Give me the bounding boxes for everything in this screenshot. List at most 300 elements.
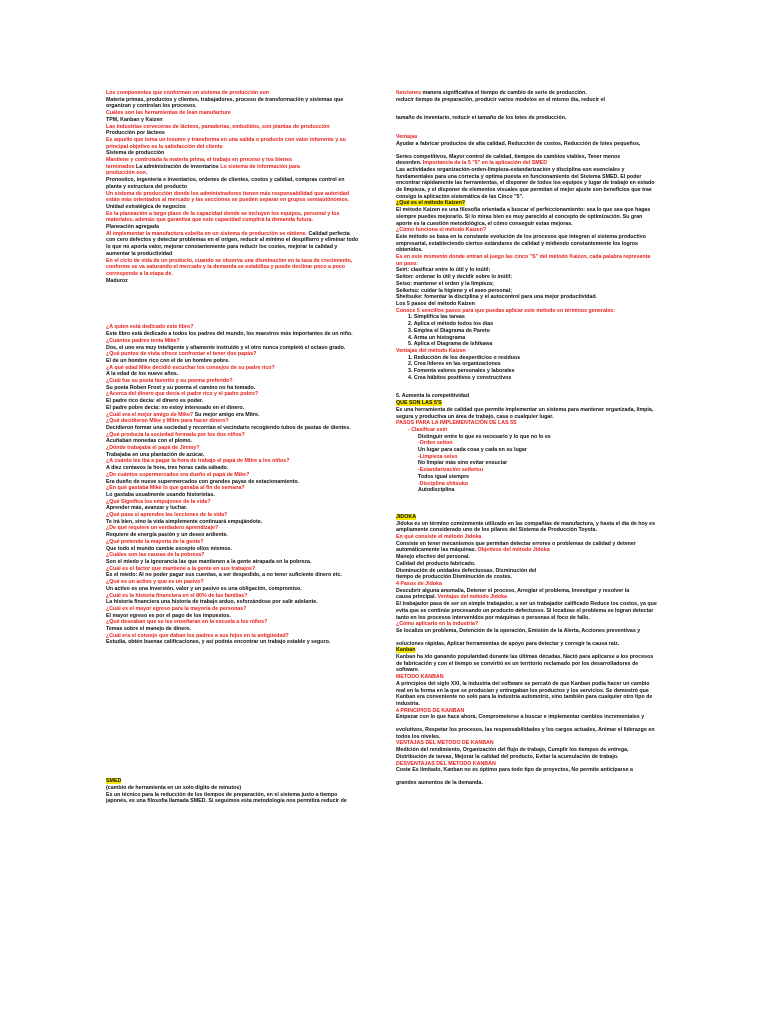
body-text: Las actividades organización-orden-limpieza-estandarización y disciplina son esenciales y fundamentales para una correcta y optima puesta en funcionamiento del Sistema SMED. El poder encontrar rápidamente las herramientas, el disponer de todos los equipos y lugar de trabajo en estado de limpieza, y el disponer de elementos visuales que permitan el mejor ajuste son beneficios que trae consigo la aplicación sistemática de las Cinco "5". <box>396 166 655 200</box>
question-heading: ¿Acerca del dinero que decía el padre rico y el padre pobre? <box>106 391 259 398</box>
question-heading: ¿Cómo aplicarlo en la industria? <box>396 621 479 628</box>
question-heading: -Orden seiton <box>418 440 453 447</box>
body-text: TPM, Kanban y Kaizen <box>106 116 163 123</box>
text-line <box>106 639 360 646</box>
text-line <box>396 747 658 760</box>
text-line <box>106 258 360 278</box>
text-line <box>396 288 658 295</box>
text-line <box>396 420 658 427</box>
body-text: Te irá bien, sino la vida simplemente continuará empujándote. <box>106 518 263 525</box>
body-text: A principios del siglo XXI, la industria del software se percató de que Kanban podía hacer un cambio real en la forma en la que se producían y entregaban los productos y los servicios. Se demostró que Kanban era conveniente no solo para la industria automotriz, sino también para cualquier otro tipo de industria. <box>396 680 653 707</box>
text-line <box>106 90 360 97</box>
question-heading: ¿Cuáles son las causas de la pobreza? <box>106 552 205 559</box>
section-heading: SMED <box>106 778 122 785</box>
body-text: Es una herramienta de calidad que permite implementar un sistema para mantener organizada, limpia, segura y productiva un área de trabajo, casa o cualquier lugar. <box>396 406 654 420</box>
body-text: evolutivos, Respetar los procesos, las responsabilidades y los cargos actuales, Animar el liderazgo en todos los niveles. <box>396 727 655 740</box>
text-line <box>106 452 360 459</box>
text-run: Lo sistema de información para <box>220 163 300 170</box>
text-line <box>396 134 658 141</box>
spacer <box>106 304 360 324</box>
question-heading: ¿Cuál es el factor que mantiene a la gente en sus trabajos? <box>106 565 256 572</box>
text-line <box>396 454 658 461</box>
text-line <box>106 792 360 805</box>
spacer <box>396 381 658 393</box>
text-line <box>396 227 658 234</box>
text-line <box>106 572 360 579</box>
body-text: Requiere de energía pasión y un deseo ardiente. <box>106 532 228 539</box>
text-line <box>396 90 658 97</box>
text-line <box>106 117 360 124</box>
text-line <box>106 458 360 465</box>
text-line <box>396 115 658 122</box>
text-line <box>106 778 360 785</box>
body-text: Un activo es una inversión, valor y un pasivo es una obligación, compromiso. <box>106 585 302 592</box>
text-line <box>106 351 360 358</box>
text-line <box>106 613 360 620</box>
body-text: 2. Crea líderes en las organizaciones <box>408 361 501 368</box>
body-text: Un lugar para cada cosa y cada en su lugar <box>418 447 527 454</box>
text-run: Calidad perfecta con cero defectos y detectar problemas en el origen, reducir al mínimo el despilfarro y eliminar todo lo que no aporta valor, mejorar constantemente para reducir los costes, mejorar la calidad y aumentar la productividad <box>106 230 359 257</box>
question-heading: ¿Dónde trabajaba el papá de Jimmy? <box>106 445 200 452</box>
text-line <box>106 164 360 171</box>
body-text: El padre rico decía: el dinero es poder. <box>106 398 204 405</box>
text-line <box>396 294 658 301</box>
text-line <box>106 599 360 606</box>
text-line <box>396 641 658 648</box>
text-line <box>396 514 658 521</box>
question-heading: ¿Cuál es el mayor egreso para la mayoría de personas? <box>106 605 247 612</box>
body-text: Trabajaba en una plantación de azúcar. <box>106 451 205 458</box>
body-text: A diez centavos la hora, tres horas cada sábado. <box>106 465 229 472</box>
body-text: Distinguir entre lo que es necesario y lo que no lo es <box>418 433 551 440</box>
text-line <box>106 619 360 626</box>
text-line <box>106 425 360 432</box>
question-heading: Es en este momento donde entran al juego las cinco "S" del método Kaizen, cada palabra representa un paso: <box>396 254 651 267</box>
spacer <box>106 766 360 778</box>
text-line <box>396 594 658 601</box>
body-text: Su poeta Roben Frost y su poema el camino no ha tomado. <box>106 384 256 391</box>
body-text: (cambio de herramienta en un solo dígito de minutos) <box>106 784 242 791</box>
spacer <box>106 686 360 706</box>
text-line <box>106 385 360 392</box>
right-column <box>396 90 658 787</box>
text-line <box>396 628 658 635</box>
body-text: Unidad estratégica de negocios <box>106 203 186 210</box>
body-text: Series competitivos, Mayor control de calidad, tiempos de cambios viables, Tener menos <box>396 153 621 160</box>
text-line <box>106 391 360 398</box>
text-line <box>396 588 658 595</box>
text-line <box>396 727 658 740</box>
question-heading: ¿De cuántos supermercados era dueño el papá de Mike? <box>106 471 250 478</box>
body-text: reducir tiempo de preparación, producir varios modelos en el mismo día, reducir el <box>396 96 605 103</box>
body-text: Acuñaban monedas con el plomo. <box>106 438 192 445</box>
text-line <box>106 479 360 486</box>
text-line <box>396 254 658 267</box>
text-line <box>396 167 658 201</box>
body-text: El método Kaizen es una filosofía orientada a buscar el perfeccionamiento: sea lo que sea que hagas siempre puedes mejorarlo. Si lo miras bien es muy parecido al concepto de optimización. Su gran aporte es la cuestión metodológica, el cómo conseguir estas mejoras. <box>396 207 651 227</box>
text-line <box>106 365 360 372</box>
text-line <box>106 331 360 338</box>
spacer <box>106 284 360 304</box>
question-heading: ¿Qué decidieron Mike y Mitre para hacer dinero? <box>106 418 229 425</box>
text-line <box>396 568 658 575</box>
question-heading: - Clasificar seiri <box>408 426 448 433</box>
text-line <box>106 124 360 131</box>
body-text: 1. Reducción de los desperdicios o residuos <box>408 354 521 361</box>
body-text: Seiri: clasificar entre lo útil y lo inútil; <box>396 267 491 274</box>
text-line <box>396 234 658 254</box>
text-line <box>396 561 658 568</box>
text-line <box>396 375 658 382</box>
question-heading: Un sistema de producción donde los administradores tienen más responsabilidad que autoridad están más orientados al mercado y las secciones se pueden separar en grupos semiautónomos. <box>106 190 350 204</box>
text-line <box>396 434 658 441</box>
body-text: Se localiza un problema, Detención de la operación, Emisión de la Alerta, Acciones preventivas y <box>396 627 641 634</box>
body-text: Es el miedo: Al no poder pagar sus cuentas, a ser despedido, a no tener suficiente dinero etc. <box>106 572 342 579</box>
text-line <box>396 361 658 368</box>
body-text: Era dueño de nueve supermercados con grandes payas de estacionamiento. <box>106 478 300 485</box>
body-text: Seiketsu: cuidar la higiene y el aseo personal; <box>396 287 512 294</box>
text-line <box>396 681 658 708</box>
text-line <box>106 546 360 553</box>
text-line <box>396 541 658 554</box>
text-run: desorden. <box>396 160 423 167</box>
text-line <box>396 154 658 161</box>
text-line <box>396 407 658 420</box>
body-text: tiempo de producción Disminución de costes. <box>396 574 512 581</box>
body-text: 2. Aplica el método todos los días <box>408 321 494 328</box>
text-line <box>396 321 658 328</box>
text-line <box>106 472 360 479</box>
body-text: Sistema de producción <box>106 150 165 157</box>
text-line <box>106 579 360 586</box>
text-line <box>396 400 658 407</box>
question-heading: -Limpieza seiso <box>418 453 458 460</box>
text-run: ¿Cuál era el mejor amigo de Mike? <box>106 411 195 418</box>
body-text: Autodisciplina <box>418 487 455 494</box>
question-heading: VENTAJAS DEL METODO DE KANBAN <box>396 740 494 747</box>
text-line <box>396 393 658 400</box>
text-line <box>396 647 658 654</box>
text-line <box>106 539 360 546</box>
text-run: funciones <box>396 90 422 96</box>
text-line <box>106 519 360 526</box>
text-line <box>396 474 658 481</box>
body-text: Materia primas, productos y clientes, trabajadores, proceso de transformación y sistemas que organizan y controlan los procesos. <box>106 96 344 110</box>
text-line <box>106 150 360 157</box>
text-line <box>396 574 658 581</box>
text-line <box>106 137 360 150</box>
text-line <box>396 534 658 541</box>
question-heading: Los componentes que conforman un sistema de producción son <box>106 90 270 96</box>
body-text: Coste Es limitado, Kanban no es óptimo para todo tipo de proyectos, No permite anticiparse a <box>396 767 633 774</box>
text-line <box>106 432 360 439</box>
text-line <box>396 348 658 355</box>
question-heading: Es aquello que toma un insumo y transforma en una salida o producto con valor inherente y su principal objetivo es la satisfacción del cliente <box>106 136 346 150</box>
text-line <box>106 177 360 190</box>
body-text: Son el miedo y la ignorancia las que mantienen a la gente atrapada en la pobreza. <box>106 559 312 565</box>
question-heading: ¿Qué deseaban que se les enseñaran en la escuela a los niños? <box>106 619 268 626</box>
body-text: No limpiar más sino evitar ensuciar <box>418 460 508 467</box>
body-text: Ayudar a fabricar productos de alta calidad, Reducción de costos, Reducción de lotes pequeños, <box>396 140 641 147</box>
question-heading: ¿Qué pretende la mayoría de la gente? <box>106 538 204 545</box>
text-run: Su mejor amigo era Mitre. <box>194 411 260 418</box>
text-line <box>396 301 658 308</box>
text-run: Consiste en tener mecanismos que permitan detectar errores o problemas de calidad y detener automáticamente las máquinas. <box>396 540 636 554</box>
text-line <box>106 418 360 425</box>
text-line <box>106 532 360 539</box>
text-line <box>396 767 658 774</box>
body-text: Es un técnico para la reducción de los tiempos de preparación, en el sistema justo a tiempo japonés, es una filosofía llamada SMED. Si seguimos esta metodología nos permitirá reducir de <box>106 791 347 805</box>
text-line <box>106 204 360 211</box>
section-heading: JIDOKA <box>396 513 417 520</box>
text-line <box>396 207 658 227</box>
body-text: La historia financiera una historia de trabajo arduo, esforzándose por salir adelante. <box>106 599 318 606</box>
question-heading: ¿Qué pasa si aprendes las lecciones de la vida? <box>106 512 228 519</box>
text-line <box>106 626 360 633</box>
body-text: Sheitsuke: fomentar la disciplina y el autocontrol para una mejor productividad. <box>396 294 598 301</box>
body-text: 3. Emplea el Diagrama de Pareto <box>408 327 490 334</box>
text-line <box>396 621 658 628</box>
body-text: grandes aumentos de la demanda. <box>396 779 483 786</box>
text-line <box>396 654 658 674</box>
text-line <box>396 487 658 494</box>
text-line <box>396 674 658 681</box>
body-text: Pronostico, ingeniería e inventarios, ordenes de clientes, costos y calidad, compras control en planta y estructura del producto <box>106 177 345 190</box>
text-line <box>106 512 360 519</box>
body-text: Dos, el uno era muy inteligente y altamente instruido y el otro nunca completó el octavo grado. <box>106 344 346 351</box>
text-line <box>106 278 360 285</box>
text-line <box>396 314 658 321</box>
text-line <box>106 324 360 331</box>
text-line <box>106 97 360 110</box>
question-heading: 4 PRINCIPIOS DE KANBAN <box>396 707 465 714</box>
body-text: El mayor egreso es por el pago de los impuestos. <box>106 612 231 619</box>
body-text: Este método se basa en la constante evolución de los procesos que integran el sistema productivo empresarial, estableciendo ciertos estándares de calidad y midiendo constantemente los logros obtenidos. <box>396 233 646 254</box>
question-heading: ¿A quien está dedicado este libro? <box>106 324 194 331</box>
text-line <box>396 368 658 375</box>
body-text: El trabajador pasa de ser un simple trabajador, a ser un trabajador calificado Reduce los costos, ya que evita que se continúe procesando un producto defectuoso. Si localizas el problema se logran detectar tanto en los procesos intervenidos por máquinas o personas el foco de fallo. <box>396 601 657 621</box>
text-line <box>396 281 658 288</box>
body-text: Temas sobre el manejo de dinero. <box>106 626 191 633</box>
question-heading: ¿Cuál era el consejo que daban los padres a sus hijos en la antigüedad? <box>106 632 289 639</box>
text-line <box>106 438 360 445</box>
text-line <box>106 130 360 137</box>
text-line <box>106 338 360 345</box>
text-line <box>106 398 360 405</box>
body-text: El de un hombre rico con el de un hombre pobre. <box>106 357 230 364</box>
text-line <box>106 559 360 566</box>
text-line <box>106 485 360 492</box>
body-text: Los 5 pasos del método Kaizen <box>396 300 475 307</box>
body-text: Todos igual siempre <box>418 473 470 480</box>
spacer <box>396 494 658 514</box>
text-run: causa principal. <box>396 594 438 601</box>
question-heading: Conoce 5 sencillos pasos para que puedas aplicar este método en términos generales: <box>396 307 616 314</box>
question-heading: ¿Qué puntos de vista ofrece confrontar el tener dos papás? <box>106 351 257 358</box>
text-line <box>396 554 658 561</box>
text-line <box>396 328 658 335</box>
text-line <box>396 521 658 534</box>
text-line <box>106 785 360 792</box>
question-heading: -Disciplina shitsuko <box>418 480 469 487</box>
text-line <box>106 211 360 224</box>
body-text: Lo gastaba usualmente usando historietas. <box>106 491 215 498</box>
text-line <box>396 447 658 454</box>
text-line <box>106 633 360 640</box>
text-line <box>396 460 658 467</box>
text-line <box>396 141 658 148</box>
spacer <box>396 122 658 134</box>
body-text: 3. Fomenta valores personales y laborales <box>408 368 515 375</box>
question-heading: Ventajas <box>396 134 418 141</box>
text-line <box>106 492 360 499</box>
body-text: Disminución de unidades defectuosas. Disminución del <box>396 567 537 574</box>
body-text: Calidad del producto fabricado. <box>396 560 476 567</box>
body-text: Manejo efectivo del personal. <box>396 554 470 561</box>
text-run: Importancia de la 5 "5" en la aplicación del SMED <box>422 160 548 167</box>
question-heading: ¿Qué producía la sociedad formada por los dos niños? <box>106 431 245 438</box>
text-line <box>396 355 658 362</box>
spacer <box>106 726 360 746</box>
body-text: Seiso: mantener el orden y la limpieza; <box>396 280 494 287</box>
body-text: Este libro está dedicado a todos los padres del mundo, los maestros más importantes de un niño. <box>106 331 353 338</box>
text-line <box>396 341 658 348</box>
text-line <box>396 274 658 281</box>
text-line <box>106 566 360 573</box>
text-line <box>106 191 360 204</box>
text-line <box>106 371 360 378</box>
text-run: La administración de inventarios <box>136 163 221 170</box>
section-heading: Kanban <box>396 647 416 654</box>
text-line <box>396 780 658 787</box>
question-heading: producción son. <box>106 170 148 177</box>
text-line <box>396 440 658 447</box>
text-line <box>106 505 360 512</box>
text-line <box>106 231 360 258</box>
text-line <box>396 160 658 167</box>
body-text: Kanban ha ido ganando popularidad durante las últimas décadas. Nació para aplicarse a los procesos de fabricación y con el tiempo se convirtió en un territorio reclamado por los desarrolladores de software. <box>396 654 654 674</box>
spacer <box>106 706 360 726</box>
text-line <box>396 714 658 721</box>
question-heading: Cuáles son las herramientas de lean manufacture <box>106 110 231 117</box>
section-heading: QUE SON LAS 5'S <box>396 400 442 407</box>
text-line <box>396 481 658 488</box>
question-heading: En qué consiste el método Jidoka <box>396 534 482 541</box>
body-text: 1. Simplifica las tareas <box>408 314 465 321</box>
question-heading: DESVENTAJAS DEL METODO KANBAN <box>396 760 496 767</box>
question-heading: ¿Qué Significa los empujones de la vida? <box>106 498 211 505</box>
body-text: Que todo el mundo cambie excepto ellos mismos. <box>106 545 232 552</box>
question-heading: Ventajas del método Kaizen <box>396 347 466 354</box>
body-text: Empezar con lo que hace ahora, Comprometerse a buscar e implementar cambios incrementales y <box>396 714 645 721</box>
body-text: Aprender más, avanzar y luchar. <box>106 505 188 512</box>
text-line <box>396 427 658 434</box>
question-heading: Las industrias cerveceras de lácteos, panaderías, embutidos, son plantas de producción <box>106 123 330 130</box>
text-line <box>396 267 658 274</box>
text-line <box>396 761 658 768</box>
text-line <box>396 708 658 715</box>
left-column <box>106 90 360 805</box>
question-heading: En el ciclo de vida de un producto, cuando se observa una disminución en la tasa de crecimiento, conforme se va saturando el mercado y la demanda se estabiliza y puede declinar poco a poco corresponde a la etapa de. <box>106 257 353 277</box>
body-text: Medición del rendimiento, Organización del flujo de trabajo, Cumplir los tiempos de entrega, Distribución de tareas, Mejorar la calidad del producto, Evitar la acumulación de trabajo. <box>396 747 629 760</box>
body-text: Jidoka es un término comúnmente utilizado en las compañías de manufactura, y hasta el día de hoy es ampliamente considerado uno de los pilares del Sistema de Producción Toyota. <box>396 520 656 534</box>
text-line <box>106 499 360 506</box>
body-text: Seiton: ordenar lo útil y decidir sobre lo inútil; <box>396 274 512 281</box>
question-heading: ¿A qué edad Mike decidió escuchar los consejos de su padre rico? <box>106 364 275 371</box>
text-line <box>396 97 658 104</box>
text-run: Al implementar la manufactura esbelta en un sistema de producción se obtiene. <box>106 230 309 237</box>
text-line <box>106 405 360 412</box>
text-line <box>106 110 360 117</box>
text-line <box>106 525 360 532</box>
text-line <box>396 308 658 315</box>
body-text: Planeación agregada <box>106 224 159 231</box>
body-text: Maduroz <box>106 277 128 284</box>
spacer <box>106 666 360 686</box>
text-line <box>106 358 360 365</box>
body-text: Estudia, obtén buenas calificaciones, y así podrás encontrar un trabajo estable y seguro. <box>106 639 331 646</box>
body-text: Decidieron formar una sociedad y recorrían el vecindario recogiendo tubos de pastas de dientes. <box>106 424 351 431</box>
text-line <box>106 378 360 385</box>
text-line <box>106 157 360 164</box>
text-line <box>106 586 360 593</box>
question-heading: Mantiene y controlada la materia prima, el trabajo en proceso y los bienes <box>106 157 293 164</box>
body-text: A la edad de los nueve años. <box>106 371 179 378</box>
text-line <box>106 224 360 231</box>
text-line <box>106 170 360 177</box>
text-line <box>106 465 360 472</box>
text-line <box>396 467 658 474</box>
question-heading: ¿Cuántos padres tenía Mike? <box>106 337 180 344</box>
question-heading: ¿De qué requiere un verdadero aprendizaje? <box>106 525 219 532</box>
text-line <box>106 345 360 352</box>
body-text: soluciones rápidas, Aplicar herramientas de apoyo para detectar y corregir la causa raíz. <box>396 640 620 647</box>
text-line <box>106 412 360 419</box>
question-heading: 4 Pasos de Jidoka <box>396 581 442 587</box>
text-line <box>396 335 658 342</box>
text-run: Ventajas del método Jidoka <box>437 594 507 601</box>
question-heading: ¿Cómo funciona el método Kaizen? <box>396 227 487 234</box>
question-heading: ¿En qué gastaba Mike lo que ganaba al fin de semana? <box>106 485 245 492</box>
body-text: 4. Crea hábitos positivos y constructivos <box>408 374 512 381</box>
question-heading: ¿Cuál fue su poeta favorito y su poema preferido? <box>106 378 233 385</box>
text-run: Objetivos del método Jidoka <box>477 547 550 554</box>
spacer <box>106 646 360 666</box>
text-line <box>106 593 360 600</box>
question-heading: PASOS PARA LA IMPLEMENTACIÓN DE LAS 5S <box>396 420 517 427</box>
text-line <box>106 606 360 613</box>
question-heading: -Estandarización seiketsu <box>418 467 484 474</box>
text-line <box>396 200 658 207</box>
body-text: 5. Aumenta la competitividad <box>396 393 470 400</box>
spacer <box>396 103 658 115</box>
question-heading: METODO KANBAN <box>396 674 444 681</box>
text-run: manera significativa el tiempo de cambio de serie de producción. <box>421 90 587 96</box>
section-heading: ¿Qué es el método Kaizen? <box>396 200 466 207</box>
body-text: 4. Arma un histograma <box>408 334 466 341</box>
body-text: tamaño de inventario, reducir el tamaño de los lotes de producción. <box>396 115 567 122</box>
text-line <box>106 552 360 559</box>
body-text: Descubrir alguna anomalía, Detener el proceso, Arreglar el problema, Investigar y resolver la <box>396 587 630 594</box>
spacer <box>106 746 360 766</box>
question-heading: Es la planeación a largo plazo de la capacidad donde se incluyen los equipos, personal y los materiales, además que garantiza que este capacidad cumplirá la demanda futura. <box>106 210 340 224</box>
text-line <box>106 445 360 452</box>
body-text: El padre pobre decía: no estoy interesado en el dinero. <box>106 404 245 411</box>
body-text: 5. Aplica el Diagrama de Ishikawa <box>408 341 493 348</box>
text-line <box>396 601 658 621</box>
text-line <box>396 581 658 588</box>
question-heading: ¿Qué es un activo y que es un pasivo? <box>106 579 204 586</box>
